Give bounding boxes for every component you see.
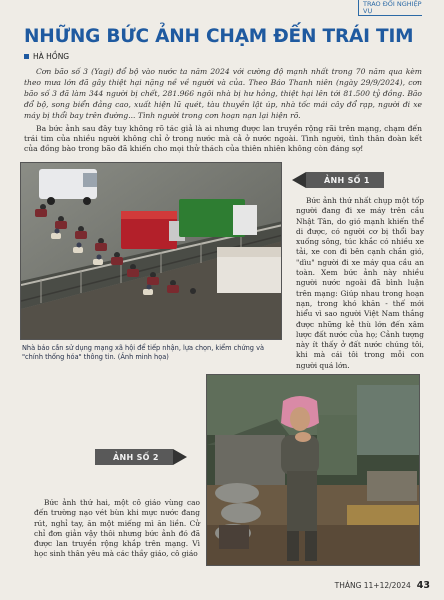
author-byline: HÀ HỒNG — [24, 52, 69, 61]
photo-2-illustration — [207, 375, 420, 566]
issue-date: THÁNG 11+12/2024 — [334, 581, 411, 590]
page-number: 43 — [416, 580, 430, 591]
photo-2-label — [95, 449, 187, 465]
photo-2-story: Bức ảnh thứ hai, một cô giáo vùng cao đến trường nạo vét bùn khi mực nước đang rút, nghỉ tay, ăn một miếng mì ăn liền. Cử chỉ đơn giản vậy thôi nhưng bức ảnh đó đã được lan truyền rộng khắp trên mạng. Vì học sinh thân yêu mà các thầy giáo, cô giáo — [34, 498, 200, 559]
photo-2-label-text: ẢNH SỐ 2 — [95, 449, 173, 465]
page-footer — [335, 580, 430, 591]
photo-2 — [206, 374, 420, 566]
photo-1-story: Bức ảnh thứ nhất chụp một tốp người đang đi xe máy trên cầu Nhật Tân, do gió mạnh khiến thể di được, có người cơ bị thổi bay xuống sông, túc khắc có nhiều xe tải, xe con đi bên cạnh chắn gió, "dìu" người đi xe máy qua cầu an toàn. Xem bức ảnh này nhiều người nước ngoài đã bình luận trên mạng: Giúp nhau trong hoạn nạn, trong khó khăn - thế mới hiểu vì sao người Việt Nam thắng được những kẻ thù lớn đến xâm lược đất nước của họ; Cảnh tượng này ít thấy ở đất nước chúng tôi, khi mà cái tôi trong mỗi con người quá lớn. — [296, 196, 424, 370]
photo-1-label-text: ẢNH SỐ 1 — [306, 172, 384, 188]
lead-paragraph: Cơn bão số 3 (Yagi) đổ bộ vào nước ta năm 2024 với cường độ mạnh nhất trong 70 năm qua kèm theo mưa lớn đã gây thiệt hại nặng nề về người và của. Theo Báo Thanh niên (ngày 29/9/2024), cơn bão số 3 đã làm 344 người bị chết, 281.966 ngôi nhà bị hư hỏng, thiệt hại lên tới 81.500 tỷ đồng. Bão đổ bộ, song biển đảng cao, xuất hiện lũ quét, tàu thuyền lật úp, nhà tốc mái cây đổ rạp, người đi xe máy bị thổi bay trên đường... Tình người trong cơn hoạn nạn lại hiện rõ. — [24, 67, 422, 120]
intro-paragraph: Ba bức ảnh sau đây tuy không rõ tác giả là ai nhưng được lan truyền rộng rãi trên mạng, chạm đến trái tim của nhiều người không chỉ ở trong nước mà cả ở nước ngoài. Tình người, tình thân đoàn kết của đồng bào trong bão đã khiến cho mọi thử thách của thiên nhiên không còn đáng sợ! — [24, 124, 422, 154]
label-arrow-left-icon — [292, 172, 306, 188]
photo-1-illustration — [21, 163, 282, 340]
photo-1-caption: Nhà báo cần sử dụng mạng xã hội để tiếp nhận, lựa chọn, kiểm chứng và "chính thống hóa" thông tin. (Ảnh minh họa) — [22, 344, 265, 361]
label-arrow-right-icon — [173, 449, 187, 465]
photo-1-label — [292, 172, 384, 188]
photo-1 — [20, 162, 282, 340]
headline: NHỮNG BỨC ẢNH CHẠM ĐẾN TRÁI TIM — [24, 26, 414, 47]
section-tag: TRAO ĐỔI NGHIỆP VỤ — [358, 0, 422, 16]
